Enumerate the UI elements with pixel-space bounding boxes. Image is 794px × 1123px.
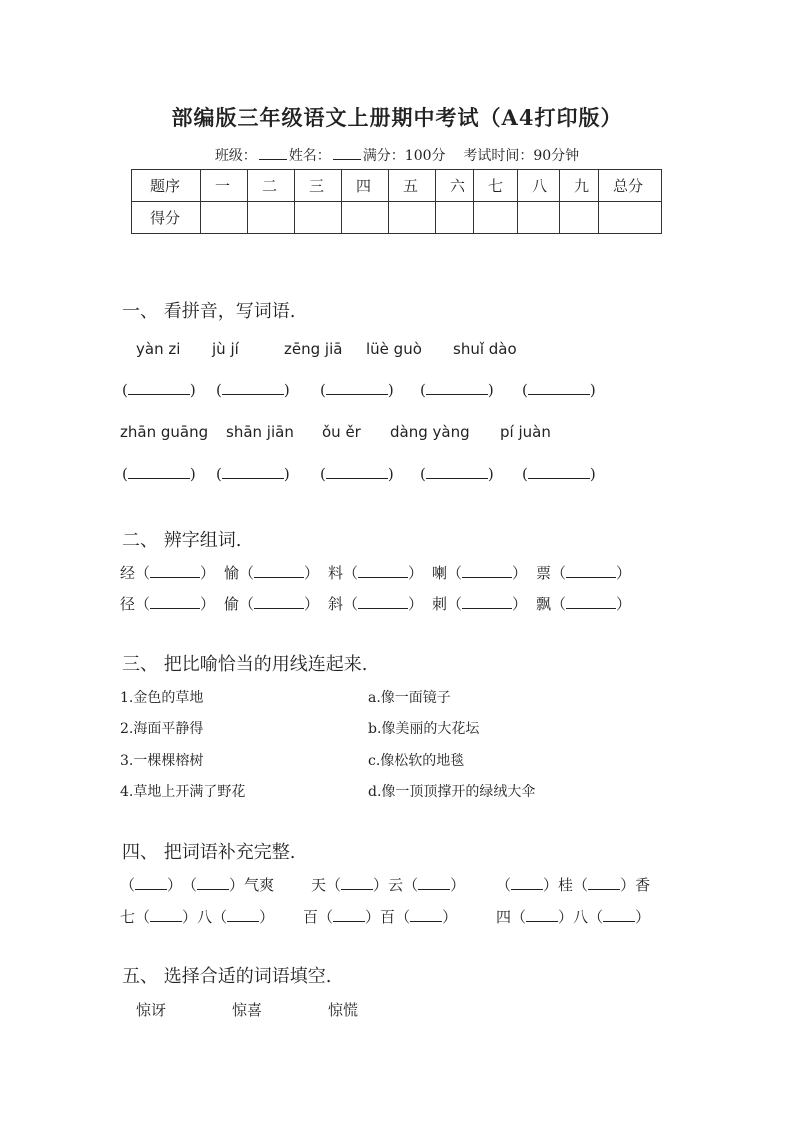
score-cell — [201, 202, 248, 234]
idiom-item: （ ）（ ）气爽 — [120, 876, 275, 894]
answer-blank[interactable] — [326, 382, 388, 395]
word-char: 票 — [536, 564, 552, 582]
idiom-item: （ ）桂（ ）香 — [496, 876, 651, 894]
idiom-item: 天（ ）云（ ） — [311, 876, 466, 894]
answer-blank-row: ( ) — [122, 465, 196, 483]
idiom-text: 百 — [303, 908, 319, 926]
answer-blank[interactable] — [603, 909, 635, 922]
score-cell — [474, 202, 518, 234]
pinyin-item: shān jiān — [226, 423, 294, 441]
word-group-row: 径（ ） — [120, 595, 216, 613]
answer-blank[interactable] — [341, 877, 373, 890]
score-header-cell: 一 — [201, 170, 248, 202]
score-cell — [342, 202, 389, 234]
pinyin-item: jù jí — [212, 340, 239, 358]
word-char: 刺 — [432, 595, 448, 613]
answer-blank[interactable] — [150, 596, 200, 609]
word-group-row: 刺（ ） — [432, 595, 528, 613]
match-left-item[interactable]: 3.一棵棵榕树 — [120, 753, 204, 769]
section4-heading: 四、 把词语补充完整. — [122, 842, 296, 863]
answer-blank[interactable] — [418, 877, 450, 890]
answer-blank[interactable] — [528, 466, 590, 479]
score-header-cell: 题序 — [132, 170, 201, 202]
answer-blank[interactable] — [426, 466, 488, 479]
section5-heading: 五、 选择合适的词语填空. — [122, 966, 332, 987]
answer-blank[interactable] — [426, 382, 488, 395]
answer-blank[interactable] — [462, 596, 512, 609]
score-header-cell: 二 — [248, 170, 295, 202]
match-left-item[interactable]: 2.海面平静得 — [120, 721, 204, 737]
page-title: 部编版三年级语文上册期中考试（A4打印版） — [171, 105, 623, 130]
answer-blank[interactable] — [462, 565, 512, 578]
idiom-text: 百 — [380, 908, 396, 926]
idiom-text: 八 — [573, 908, 589, 926]
match-right-item[interactable]: d.像一顶顶撑开的绿绒大伞 — [368, 784, 536, 800]
answer-blank[interactable] — [410, 909, 442, 922]
answer-blank[interactable] — [326, 466, 388, 479]
idiom-text: 八 — [197, 908, 213, 926]
answer-blank[interactable] — [511, 877, 543, 890]
answer-blank[interactable] — [135, 877, 167, 890]
name-label: 姓名： — [288, 148, 331, 164]
idiom-text: 桂 — [558, 876, 574, 894]
pinyin-item: dàng yàng — [390, 423, 470, 441]
answer-blank[interactable] — [222, 382, 284, 395]
word-char: 经 — [120, 564, 136, 582]
class-blank — [259, 147, 287, 160]
answer-blank[interactable] — [128, 382, 190, 395]
section2-heading: 二、 辨字组词. — [122, 530, 242, 551]
answer-blank[interactable] — [150, 565, 200, 578]
answer-blank-row: ( ) — [216, 465, 290, 483]
pinyin-item: lüè guò — [366, 340, 422, 358]
score-header-row — [132, 170, 662, 202]
answer-blank[interactable] — [566, 596, 616, 609]
score-table — [131, 169, 662, 234]
choice-word: 惊喜 — [232, 1001, 263, 1019]
idiom-text: 气爽 — [244, 876, 275, 894]
score-header-cell: 八 — [518, 170, 560, 202]
idiom-text: 香 — [635, 876, 651, 894]
pinyin-item: shuǐ dào — [453, 340, 517, 358]
score-header-cell: 九 — [560, 170, 599, 202]
answer-blank[interactable] — [528, 382, 590, 395]
answer-blank[interactable] — [128, 466, 190, 479]
score-row — [132, 202, 662, 234]
idiom-text: 七 — [120, 908, 136, 926]
answer-blank[interactable] — [588, 877, 620, 890]
answer-blank[interactable] — [150, 909, 182, 922]
choice-word: 惊慌 — [328, 1001, 359, 1019]
word-char: 飘 — [536, 595, 552, 613]
score-header-cell: 六 — [436, 170, 474, 202]
score-header-cell: 总分 — [599, 170, 662, 202]
answer-blank[interactable] — [566, 565, 616, 578]
pinyin-item: ǒu ěr — [322, 423, 361, 441]
choice-word: 惊讶 — [136, 1001, 167, 1019]
word-group-row: 飘（ ） — [536, 595, 632, 613]
full-marks: 满分：100分 — [362, 148, 446, 164]
answer-blank-row: ( ) — [522, 381, 596, 399]
answer-blank[interactable] — [197, 877, 229, 890]
pinyin-item: yàn zi — [136, 340, 181, 358]
section1-heading: 一、 看拼音，写词语. — [122, 301, 296, 322]
match-right-item[interactable]: b.像美丽的大花坛 — [368, 721, 480, 737]
word-group-row: 愉（ ） — [224, 564, 320, 582]
score-header-cell: 五 — [389, 170, 436, 202]
idiom-item: 七（ ）八（ ） — [120, 908, 275, 926]
exam-time: 考试时间：90分钟 — [463, 148, 580, 164]
word-group-row: 票（ ） — [536, 564, 632, 582]
answer-blank-row: ( ) — [216, 381, 290, 399]
answer-blank[interactable] — [358, 565, 408, 578]
answer-blank[interactable] — [227, 909, 259, 922]
word-group-row: 料（ ） — [328, 564, 424, 582]
answer-blank[interactable] — [222, 466, 284, 479]
answer-blank-row: ( ) — [522, 465, 596, 483]
answer-blank-row: ( ) — [420, 381, 494, 399]
answer-blank-row: ( ) — [420, 465, 494, 483]
score-header-cell: 三 — [295, 170, 342, 202]
answer-blank[interactable] — [333, 909, 365, 922]
match-right-item[interactable]: c.像松软的地毯 — [368, 753, 465, 769]
answer-blank-row: ( ) — [320, 465, 394, 483]
match-right-item[interactable]: a.像一面镜子 — [368, 690, 451, 706]
score-cell — [295, 202, 342, 234]
score-cell — [248, 202, 295, 234]
idiom-text: 云 — [388, 876, 404, 894]
word-char: 偷 — [224, 595, 240, 613]
pinyin-item: pí juàn — [500, 423, 551, 441]
word-group-row: 偷（ ） — [224, 595, 320, 613]
idiom-item: 百（ ）百（ ） — [303, 908, 458, 926]
word-char: 料 — [328, 564, 344, 582]
answer-blank[interactable] — [358, 596, 408, 609]
idiom-text: 四 — [496, 908, 512, 926]
answer-blank[interactable] — [254, 565, 304, 578]
score-cell — [436, 202, 474, 234]
pinyin-item: zhān guāng — [120, 423, 209, 441]
score-header-cell: 四 — [342, 170, 389, 202]
answer-blank[interactable] — [526, 909, 558, 922]
word-group-row: 斜（ ） — [328, 595, 424, 613]
answer-blank[interactable] — [254, 596, 304, 609]
word-char: 径 — [120, 595, 136, 613]
class-label: 班级： — [214, 148, 257, 164]
score-cell — [560, 202, 599, 234]
word-group-row: 经（ ） — [120, 564, 216, 582]
idiom-text: 天 — [311, 876, 327, 894]
word-char: 喇 — [432, 564, 448, 582]
score-cell — [389, 202, 436, 234]
word-char: 愉 — [224, 564, 240, 582]
section3-heading: 三、 把比喻恰当的用线连起来. — [122, 654, 368, 675]
answer-blank-row: ( ) — [122, 381, 196, 399]
word-group-row: 喇（ ） — [432, 564, 528, 582]
exam-info — [0, 145, 794, 165]
score-cell — [518, 202, 560, 234]
word-char: 斜 — [328, 595, 344, 613]
answer-blank-row: ( ) — [320, 381, 394, 399]
score-cell — [599, 202, 662, 234]
score-row-label: 得分 — [132, 202, 201, 234]
idiom-item: 四（ ）八（ ） — [496, 908, 651, 926]
name-blank — [333, 147, 361, 160]
pinyin-item: zēng jiā — [284, 340, 343, 358]
match-left-item[interactable]: 1.金色的草地 — [120, 690, 204, 706]
score-header-cell: 七 — [474, 170, 518, 202]
match-left-item[interactable]: 4.草地上开满了野花 — [120, 784, 246, 800]
